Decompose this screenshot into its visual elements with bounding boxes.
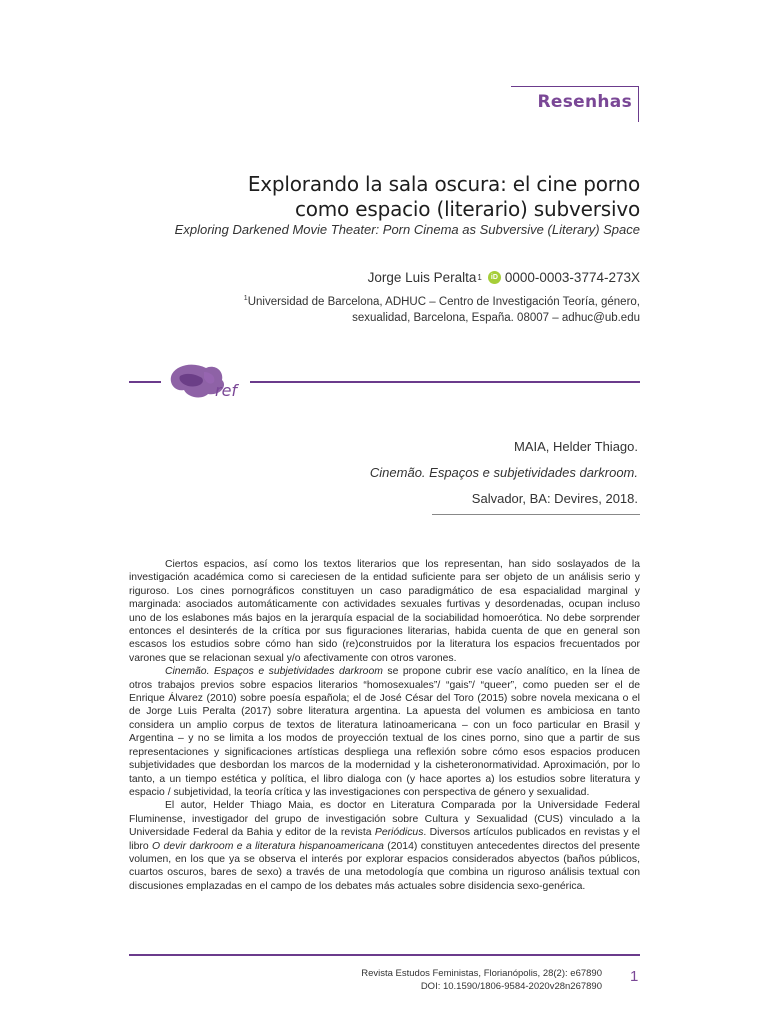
paragraph-2-text: se propone cubrir ese vacío analítico, en la línea de otros trabajos previos sobre espacios literarios “homosexuales”/ “gais”/ “queer”, como pueden ser el de Enrique Álvarez (2010) sobre poesía española; el de José César del Toro (2015) sobre novela mexicana o el de Jorge Luis Peralta (2017) sobre literatura argentina. La apuesta del volumen es ambiciosa en tanto considera un amplio corpus de textos de literatura latinoamericana – con un foco particular en Brasil y Argentina – y no se limita a los modos de proyección textual de los cines porno, sino que a partir de sus representaciones y significaciones artísticas despliega una reflexión sobre cómo esos espacios producen subjetividades que desbordan los marcos de la modernidad y la cisheteronormatividad. Aproximación, por lo tanto, a un tiempo estética y política, el libro dialoga con (y hace aportes a) los estudios sobre literatura y espacio / subjetividad, la teoría crítica y las investigaciones con perspectiva de género y sexualidad. bbox=[129, 666, 640, 798]
author-affiliation bbox=[160, 291, 640, 326]
review-body bbox=[129, 558, 640, 893]
divider-right bbox=[250, 381, 640, 383]
title-line-2: como espacio (literario) subversivo bbox=[294, 197, 640, 221]
book-publisher: Salvador, BA: Devires, 2018. bbox=[471, 491, 638, 506]
doi-link[interactable]: DOI: 10.1590/1806-9584-2020v28n267890 bbox=[420, 981, 602, 992]
paragraph-3-text-a: El autor, Helder Thiago Maia, es doctor en Literatura Comparada por la Universidade Federal Fluminense, investigador del grupo de investigación sobre Cultura y Sexualidad (CUS) vinculado a la Universidade Federal da Bahia y editor de la revista bbox=[129, 800, 640, 839]
affil-footnote-mark: 1 bbox=[243, 295, 248, 302]
book-reference bbox=[278, 434, 638, 512]
journal-name-inline: Periódicus bbox=[374, 827, 424, 839]
paragraph-3-text-b: . Diversos artículos publicados en revistas y el libro bbox=[129, 827, 640, 852]
article-subtitle: Exploring Darkened Movie Theater: Porn Cinema as Subversive (Literary) Space bbox=[174, 222, 640, 237]
book-author: MAIA, Helder Thiago. bbox=[513, 439, 638, 454]
affil-line-1: Universidad de Barcelona, ADHUC – Centro de Investigación Teoría, género, bbox=[247, 295, 640, 308]
footer-divider bbox=[129, 954, 640, 956]
author-footnote-mark: 1 bbox=[477, 273, 482, 282]
ref-logo-text: ref bbox=[215, 381, 238, 400]
title-line-1: Explorando la sala oscura: el cine porno bbox=[247, 172, 640, 196]
book-title-inline: Cinemão. Espaços e subjetividades darkroom bbox=[165, 666, 383, 678]
paragraph-2 bbox=[129, 665, 640, 799]
paragraph-3 bbox=[129, 799, 640, 893]
article-title bbox=[80, 172, 640, 222]
section-label: Resenhas bbox=[537, 92, 632, 112]
affil-line-2: sexualidad, Barcelona, España. 08007 – adhuc@ub.edu bbox=[352, 311, 640, 324]
divider-left bbox=[129, 381, 161, 383]
paragraph-1: Ciertos espacios, así como los textos literarios que los representan, han sido soslayados de la investigación académica como si careciesen de la entidad suficiente para ser objeto de un análisis serio y riguroso. Los cines pornográficos constituyen un caso paradigmático de esa espacialidad marginal y marginada: asociados automáticamente con actividades sexuales furtivas y desordenadas, ocupan incluso uno de los eslabones más bajos en la jerarquía espacial de la sociabilidad homoerótica. No debe sorprender entonces el desinterés de la crítica por sus figuraciones literarias, habida cuenta de que en general son escasos los estudios sobre cómo han sido (re)construidos por la literatura los espacios frecuentados por varones que se relacionan sexual y/o afectivamente con otros varones. bbox=[129, 559, 640, 664]
orcid-icon[interactable]: iD bbox=[488, 271, 501, 284]
orcid-id[interactable]: 0000-0003-3774-273X bbox=[504, 270, 640, 285]
author-line bbox=[368, 270, 640, 285]
journal-name: Revista Estudos Feministas, Florianópolis, 28(2): e67890 bbox=[361, 968, 602, 979]
book-divider bbox=[432, 514, 640, 515]
section-tag bbox=[511, 86, 639, 122]
page-number: 1 bbox=[630, 968, 639, 985]
paragraph-3-text-c: (2014) constituyen antecedentes directos del presente volumen, en los que ya se observa el interés por explorar espacios considerados abyectos (baños públicos, cuartos oscuros, bares de sexo) a través de una metodología que combina un riguroso análisis textual con discusiones emplazadas en el campo de los debates más actuales sobre disidencia sexo-genérica. bbox=[129, 840, 640, 892]
author-name: Jorge Luis Peralta bbox=[367, 270, 477, 285]
journal-citation bbox=[361, 967, 602, 993]
book-title-inline-2: O devir darkroom e a literatura hispanoamericana bbox=[152, 840, 384, 852]
book-title: Cinemão. Espaços e subjetividades darkroom. bbox=[369, 465, 638, 480]
